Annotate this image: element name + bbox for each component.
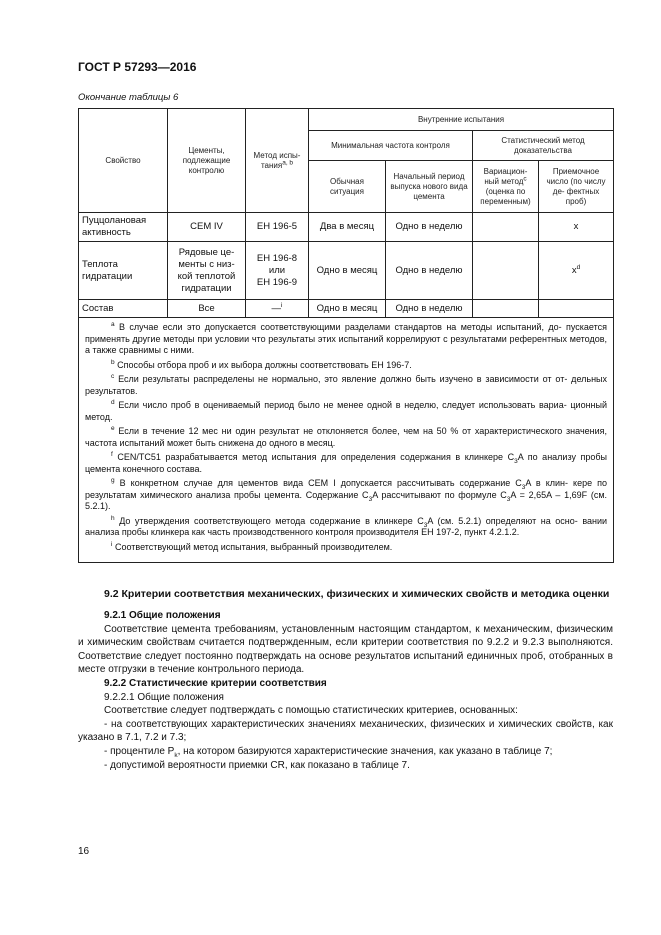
table-row — [79, 242, 614, 300]
note-h: $^h$ До утверждения соответствующего метода содержание в клинкере $C_3A$ (см. 5.2.1) определяют на осно- вании анализа пробы клинкера как часть производственного контроля производителя ЕН 197-2, пункт 4.2.1.2. — [85, 514, 608, 537]
cell-normal: Одно в месяц — [309, 242, 386, 300]
header-initial-period: Начальный период выпуска нового вида цемента — [386, 161, 473, 213]
subsection-title-9-2-1: 9.2.1 Общие положения — [104, 610, 221, 621]
table-notes — [79, 318, 614, 563]
header-method: Метод испы- тания$^{a, b}$ — [246, 109, 309, 213]
note-g: $^g$ В конкретном случае для цементов вида CEM I допускается рассчитывать содержание $C_3A$ в клин- кере по результатам химического анализа пробы цемента. Содержание $C_3A$ рассчитывают по формуле $C_3A = 2,65A - 1,69F$ (см. 5.2.1). — [85, 477, 608, 511]
document-code: ГОСТ Р 57293—2016 — [78, 60, 197, 74]
cell-initial: Одно в неделю — [386, 213, 473, 242]
cell-acceptance: $x^d$ — [539, 242, 614, 300]
cell-acceptance — [539, 300, 614, 318]
subsection-intro-9-2-2-1: Соответствие следует подтверждать с помощью статистических критериев, основанных: — [104, 705, 518, 717]
cell-acceptance: x — [539, 213, 614, 242]
list-item: - процентиле $P_k$, на котором базируются характеристические значения, как указано в таблице 7; — [104, 745, 553, 759]
table-caption: Окончание таблицы 6 — [78, 92, 179, 103]
cell-variation — [473, 300, 539, 318]
cell-normal: Одно в месяц — [309, 300, 386, 318]
subsection-text-9-2-1: Соответствие цемента требованиям, установленным настоящим стандартом, к механическим, физическим и химическим свойствам считается подтвержденным, если критерии соответствия по 9.2.2 и 9.2.3 выполняются. Соответствие следует постоянно подтверждать на основе результатов испытаний единичных проб, отобранных в месте отгрузки в течение контрольного периода. — [78, 623, 613, 676]
note-f: $^f$ CEN/TC51 разрабатывается метод испытания для определения содержания в клинкере $C_3A$ по анализу пробы цемента конечного состава. — [85, 451, 608, 474]
header-stat-method: Статистический метод доказательства — [473, 131, 614, 161]
section-heading: 9.2 Критерии соответствия механических, физических и химических свойств и методика оценки — [104, 588, 610, 600]
section-body — [78, 587, 613, 772]
header-variation-method: Вариацион- ный метод$^c$ (оценка по переменным) — [473, 161, 539, 213]
cell-method: ЕН 196-8 или ЕН 196-9 — [246, 242, 309, 300]
note-i: $^i$ Соответствующий метод испытания, выбранный производителем. — [111, 540, 393, 552]
cell-variation — [473, 213, 539, 242]
header-acceptance-number: Приемочное число (по числу де- фектных проб) — [539, 161, 614, 213]
subsection-title-9-2-2: 9.2.2 Статистические критерии соответствия — [104, 677, 327, 689]
note-e: $^e$ Если в течение 12 мес ни один результат не отклоняется более, чем на 50 % от характеристического значения, частота испытаний может быть снижена до одного в месяц. — [85, 425, 608, 448]
note-b: $^b$ Способы отбора проб и их выбора должны соответствовать ЕН 196-7. — [111, 358, 412, 370]
header-min-frequency: Минимальная частота контроля — [309, 131, 473, 161]
header-property: Свойство — [79, 109, 168, 213]
list-item: - на соответствующих характеристических значениях механических, физических и химических свойств, как указано в 7.1, 7.2 и 7.3; — [78, 718, 613, 744]
subsection-title-9-2-2-1: 9.2.2.1 Общие положения — [104, 691, 224, 703]
header-normal-situation: Обычная ситуация — [309, 161, 386, 213]
list-item: - допустимой вероятности приемки CR, как показано в таблице 7. — [104, 759, 410, 771]
cell-cements: Все — [168, 300, 246, 318]
cell-property: Состав — [79, 300, 168, 318]
cell-cements: CEM IV — [168, 213, 246, 242]
cell-normal: Два в месяц — [309, 213, 386, 242]
note-a: $^a$ В случае если это допускается соответствующими разделами стандартов на методы испытаний, до- пускается применять другие методы при условии что результаты этих испытаний коррелируют с результатами референтных методов, а также сравнимы с ними. — [85, 321, 608, 355]
cell-property: Пуццолановая активность — [79, 213, 168, 242]
note-d: $^d$ Если число проб в оцениваемый период было не менее одной в неделю, следует использовать вариа- ционный метод. — [85, 399, 608, 422]
header-internal-tests: Внутренние испытания — [309, 109, 614, 131]
table-row — [79, 213, 614, 242]
table-row — [79, 300, 614, 318]
cell-initial: Одно в неделю — [386, 300, 473, 318]
page-number: 16 — [78, 846, 90, 857]
cell-cements: Рядовые це- менты с низ- кой теплотой гидратации — [168, 242, 246, 300]
note-c: $^c$ Если результаты распределены не нормально, это явление должно быть изучено в зависимости от от- дельных результатов. — [85, 373, 608, 396]
cell-method: —$^i$ — [246, 300, 309, 318]
requirements-table — [78, 108, 614, 563]
cell-method: ЕН 196-5 — [246, 213, 309, 242]
header-cements: Цементы, подлежащие контролю — [168, 109, 246, 213]
cell-variation — [473, 242, 539, 300]
table-notes-row — [79, 318, 614, 563]
cell-initial: Одно в неделю — [386, 242, 473, 300]
cell-property: Теплота гидратации — [79, 242, 168, 300]
